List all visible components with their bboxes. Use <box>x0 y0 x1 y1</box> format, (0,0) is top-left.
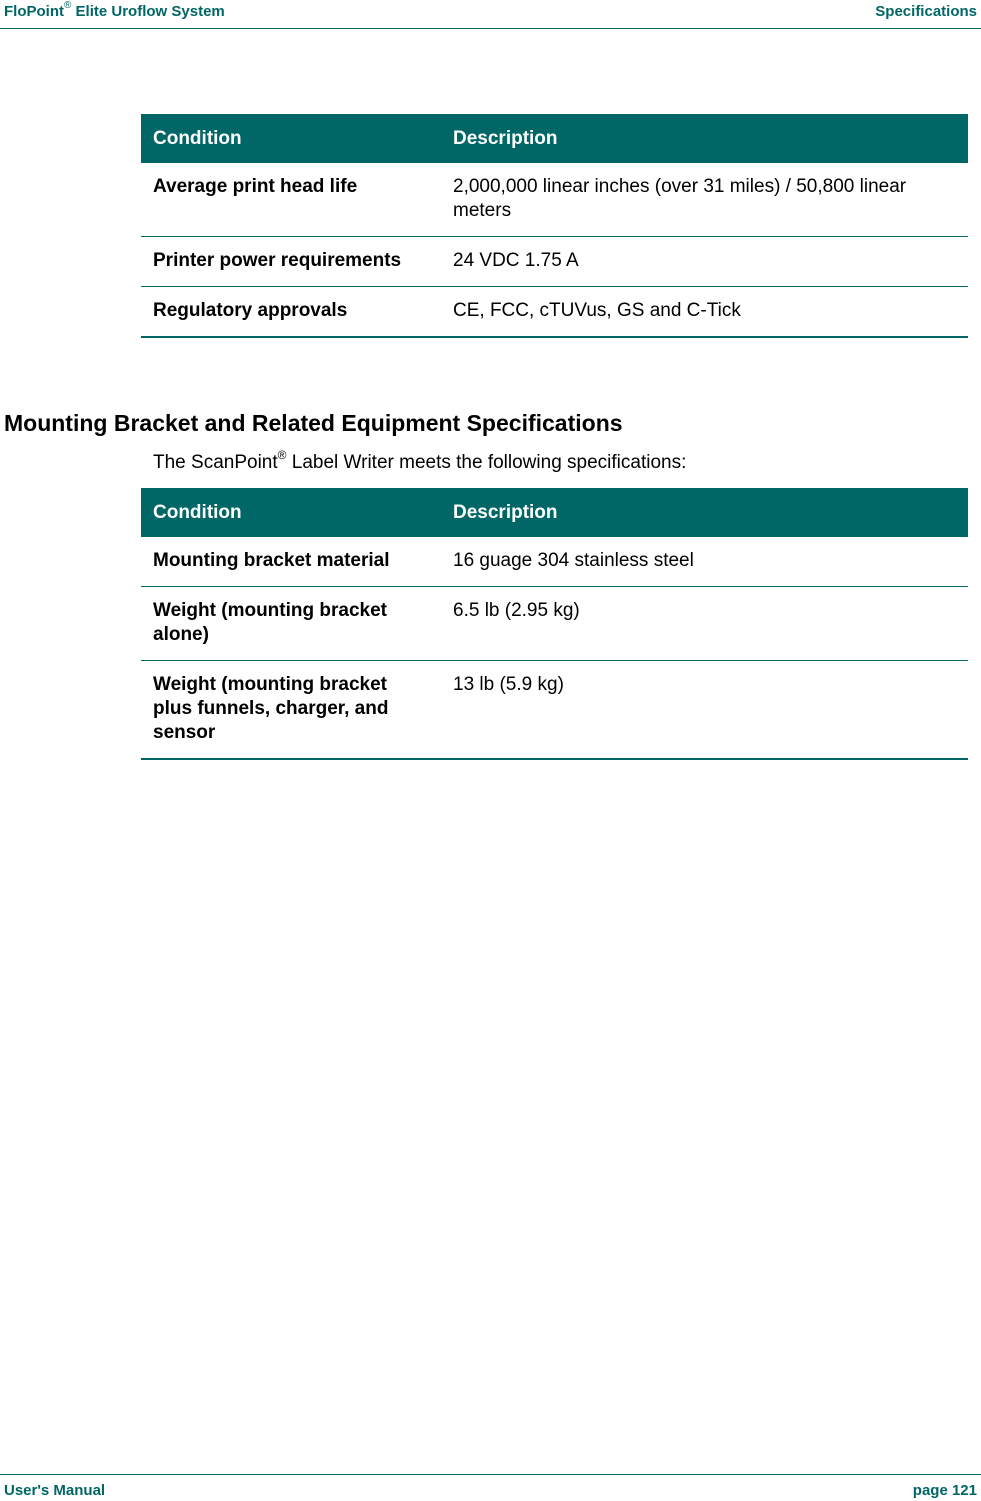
table-row <box>141 287 968 338</box>
table-row <box>141 587 968 661</box>
header-section-title: Specifications <box>875 3 977 20</box>
condition-cell: Average print head life <box>141 163 441 237</box>
description-cell: CE, FCC, cTUVus, GS and C-Tick <box>441 287 968 338</box>
footer-page-number: page 121 <box>912 1482 977 1499</box>
header-product-name: FloPoint <box>4 3 64 20</box>
page-footer <box>0 1474 981 1501</box>
footer-manual-title: User's Manual <box>4 1482 106 1499</box>
table-row <box>141 661 968 760</box>
description-cell: 24 VDC 1.75 A <box>441 237 968 287</box>
condition-cell: Mounting bracket material <box>141 537 441 587</box>
description-cell: 6.5 lb (2.95 kg) <box>441 587 968 661</box>
table-row <box>141 163 968 237</box>
table-header-row <box>141 114 968 163</box>
header-product-title <box>4 0 225 20</box>
table-header-row <box>141 488 968 537</box>
column-header-condition: Condition <box>141 488 441 537</box>
description-cell: 16 guage 304 stainless steel <box>441 537 968 587</box>
section-intro <box>153 448 687 474</box>
header-registered-mark: ® <box>64 0 72 11</box>
condition-cell: Printer power requirements <box>141 237 441 287</box>
description-cell: 13 lb (5.9 kg) <box>441 661 968 760</box>
description-cell: 2,000,000 linear inches (over 31 miles) / 50,800 linear meters <box>441 163 968 237</box>
column-header-description: Description <box>441 488 968 537</box>
condition-cell: Regulatory approvals <box>141 287 441 338</box>
table-row <box>141 537 968 587</box>
intro-prefix: The ScanPoint <box>153 452 278 473</box>
condition-cell: Weight (mounting bracket alone) <box>141 587 441 661</box>
table-row <box>141 237 968 287</box>
mounting-spec-table <box>141 488 968 760</box>
intro-suffix: Label Writer meets the following specifications: <box>286 452 687 473</box>
condition-cell: Weight (mounting bracket plus funnels, charger, and sensor <box>141 661 441 760</box>
header-product-suffix: Elite Uroflow System <box>71 3 225 20</box>
section-heading: Mounting Bracket and Related Equipment Specifications <box>4 410 623 436</box>
column-header-description: Description <box>441 114 968 163</box>
page-header <box>0 0 981 29</box>
printer-spec-table <box>141 114 968 338</box>
intro-registered-mark: ® <box>277 448 287 462</box>
column-header-condition: Condition <box>141 114 441 163</box>
